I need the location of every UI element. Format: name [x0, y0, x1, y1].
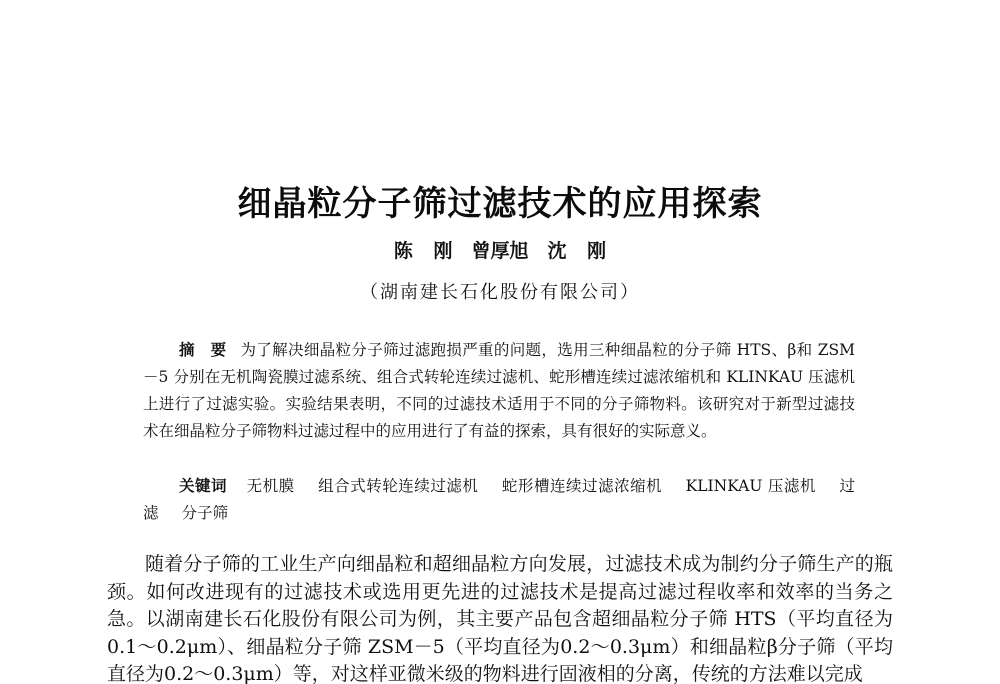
authors: 陈 刚 曾厚旭 沈 刚 [393, 240, 607, 262]
keywords [143, 472, 855, 527]
paper-title: 细晶粒分子筛过滤技术的应用探索 [237, 184, 763, 224]
keyword-item: 分子筛 [181, 504, 228, 522]
keyword-item: 过滤 [143, 477, 855, 522]
abstract-text: 为了解决细晶粒分子筛过滤跑损严重的问题，选用三种细晶粒的分子筛 HTS、β和 ZSM－5 分别在无机陶瓷膜过滤系统、组合式转轮连续过滤机、蛇形槽连续过滤浓缩机和 KLINKAU 压滤机上进行了过滤实验。实验结果表明，不同的过滤技术适用于不同的分子筛物料。该研究对于新型过滤技术在细晶粒分子筛物料过滤过程中的应用进行了有益的探索，具有很好的实际意义。 [143, 341, 855, 440]
keyword-item: 组合式转轮连续过滤机 [318, 477, 479, 495]
body-paragraph: 随着分子筛的工业生产向细晶粒和超细晶粒方向发展，过滤技术成为制约分子筛生产的瓶颈。如何改进现有的过滤技术或选用更先进的过滤技术是提高过滤过程收率和效率的当务之急。以湖南建长石化股份有限公司为例，其主要产品包含超细晶粒分子筛 HTS（平均直径为0.1～0.2μm）、细晶粒分子筛 ZSM－5（平均直径为0.2～0.3μm）和细晶粒β分子筛（平均直径为0.2～0.3μm）等，对这样亚微米级的物料进行固液相的分离，传统的方法难以完成 [107, 553, 893, 684]
abstract [143, 336, 855, 445]
abstract-label: 摘 要 [179, 340, 227, 359]
affiliation: （湖南建长石化股份有限公司） [360, 282, 640, 303]
keyword-item: KLINKAU 压滤机 [685, 477, 816, 495]
keyword-item: 蛇形槽连续过滤浓缩机 [501, 477, 663, 495]
keyword-item: 无机膜 [246, 477, 295, 495]
keywords-label: 关键词 [179, 476, 228, 495]
